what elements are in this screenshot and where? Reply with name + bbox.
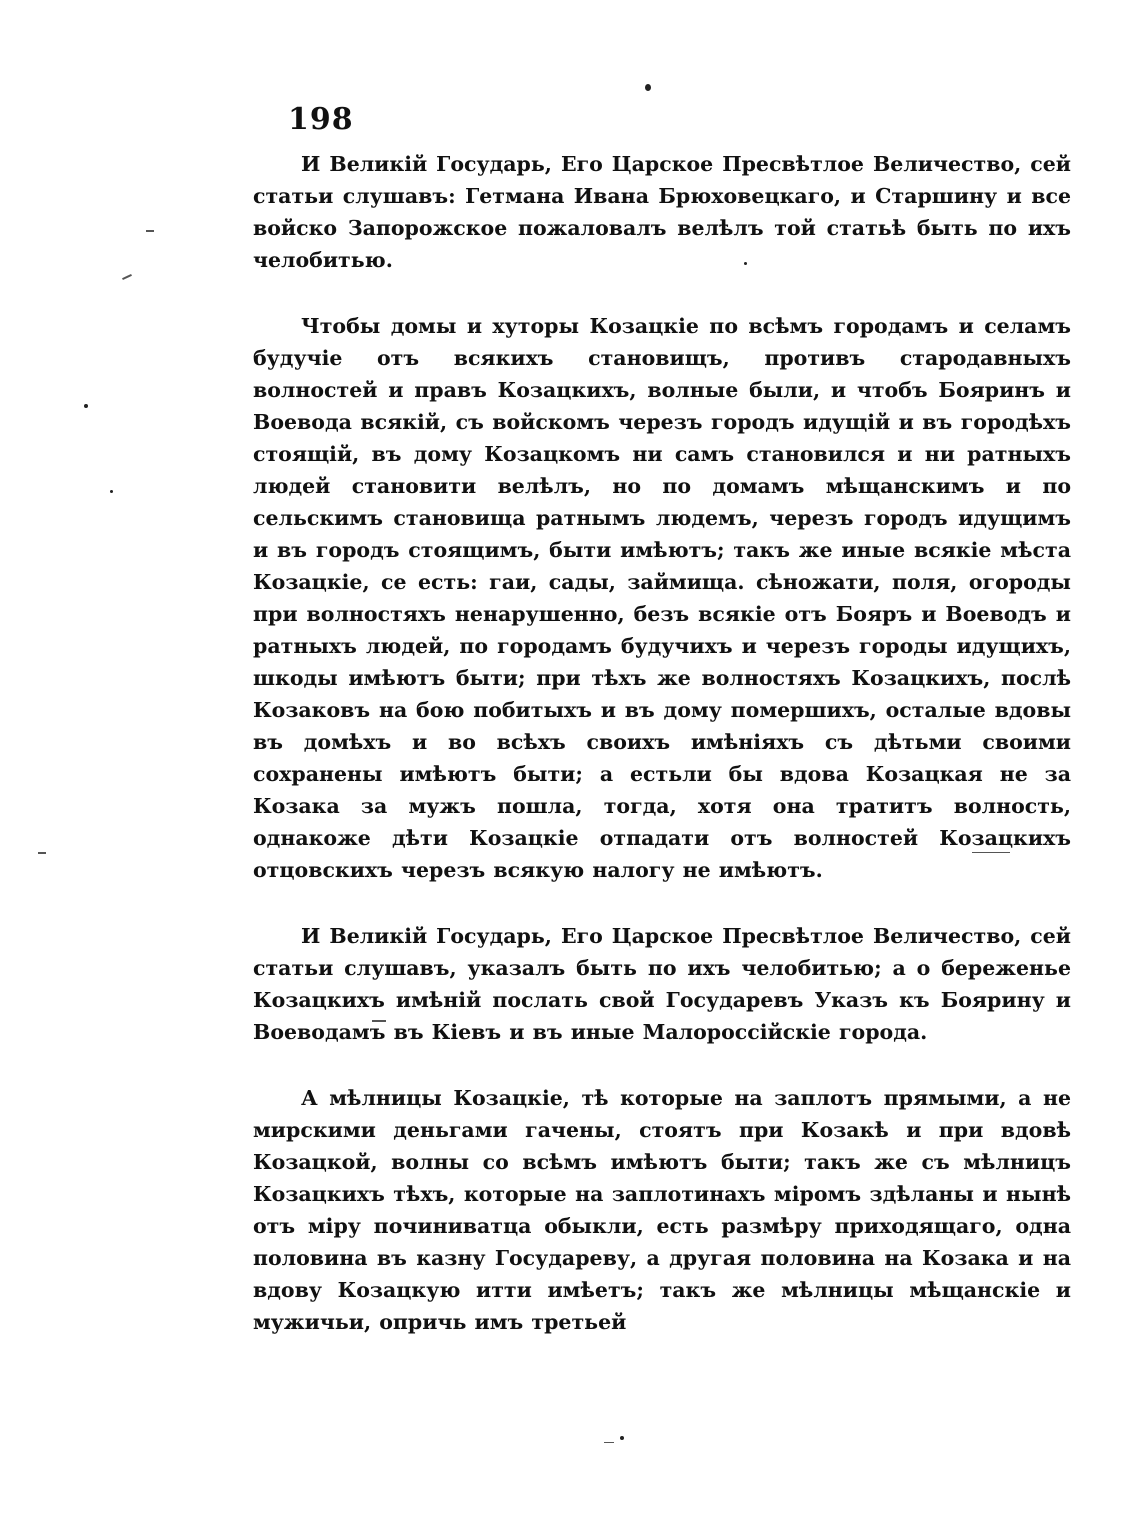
margin-mark: [122, 274, 132, 280]
paragraph: И Великій Государь, Его Царское Пресвѣтлое Величество, сей статьи слушавъ: Гетмана Ивана Брюховецкаго, и Старшину и все войско Запорожское пожаловалъ велѣлъ той статьѣ быть по ихъ челобитью.: [253, 152, 1071, 272]
ink-speck: [84, 404, 88, 408]
paragraph: А мѣлницы Козацкіе, тѣ которые на заплотъ прямыми, а не мирскими деньгами гачены, стоятъ при Козакѣ и при вдовѣ Козацкой, волны со всѣмъ имѣютъ быти; такъ же съ мѣлницъ Козацкихъ тѣхъ, которые на заплотинахъ міромъ здѣланы и нынѣ отъ міру починиватца обыкли, есть размѣру приходящаго, одна половина въ казну Государеву, а другая половина на Козака и на вдову Козацкую итти имѣетъ; такъ же мѣлницы мѣщанскіе и мужичьи, опричь имъ третьей: [253, 1086, 1071, 1334]
margin-mark: [604, 1442, 614, 1443]
ink-speck: [110, 490, 113, 493]
paragraph: И Великій Государь, Его Царское Пресвѣтлое Величество, сей статьи слушавъ, указалъ быть по ихъ челобитью; а о береженье Козацкихъ имѣній послать свой Государевъ Указъ къ Боярину и Воеводамъ въ Кіевъ и въ иные Малороссійскіе города.: [253, 924, 1071, 1044]
text-body: [253, 148, 1071, 1338]
paragraph: Чтобы домы и хуторы Козацкіе по всѣмъ городамъ и селамъ будучіе отъ всякихъ становищъ, противъ стародавныхъ волностей и правъ Козацкихъ, волные были, и чтобъ Бояринъ и Воевода всякій, съ войскомъ черезъ городъ идущій и въ городѣхъ стоящій, въ дому Козацкомъ ни самъ становился и ни ратныхъ людей становити велѣлъ, но по домамъ мѣщанскимъ и по сельскимъ становища ратнымъ людемъ, черезъ городъ идущимъ и въ городъ стоящимъ, быти имѣютъ; такъ же иные всякіе мѣста Козацкіе, се есть: гаи, сады, займища. сѣножати, поля, огороды при волностяхъ ненарушенно, безъ всякіе отъ Бояръ и Воеводъ и ратныхъ людей, по городамъ будучихъ и черезъ городы идущихъ, шкоды имѣютъ быти; при тѣхъ же волностяхъ Козацкихъ, послѣ Козаковъ на бою побитыхъ и въ дому помершихъ, осталые вдовы въ домѣхъ и во всѣхъ своихъ имѣніяхъ съ дѣтьми своими сохранены имѣютъ быти; а естьли бы вдова Козацкая не за Козака за мужъ пошла, тогда, хотя она тратитъ волность, однакоже дѣти Козацкіе отпадати отъ волностей Козацкихъ отцовскихъ черезъ всякую налогу не имѣютъ.: [253, 314, 1071, 882]
ink-speck: [645, 84, 651, 91]
margin-mark: [38, 852, 46, 854]
page-number: 198: [288, 102, 354, 137]
ink-speck: [620, 1436, 624, 1440]
margin-mark: [146, 230, 154, 232]
